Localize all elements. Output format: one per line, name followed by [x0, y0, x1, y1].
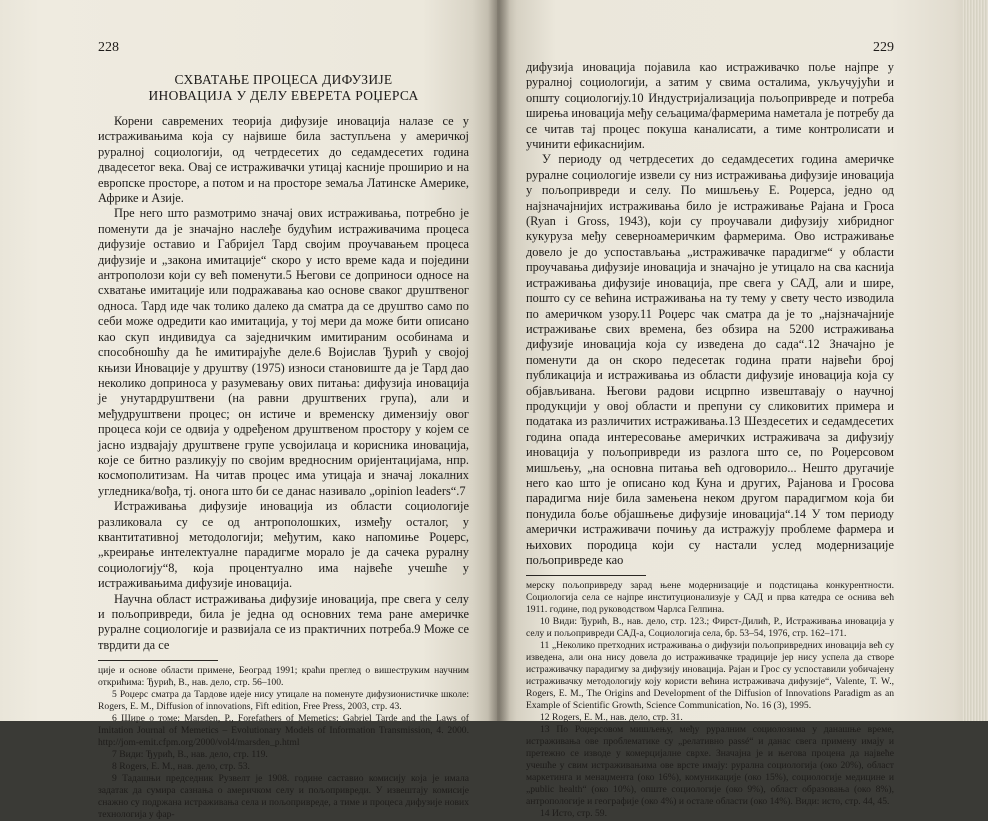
- footnote: ције и основе области примене, Београд 1991; краћи преглед о вишеструким научним открићима: Ђурић, В., нав. дело, стр. 56–100.: [98, 665, 469, 689]
- right-footnotes: [526, 580, 894, 820]
- footnote: мерску пољопривреду зарад њене модернизације и подстицања конкурентности. Социологија села се најпре институционализује у САД и прва катедра се оснива већ 1911. године, под руководством Чарлса Гелпина.: [526, 580, 894, 616]
- paragraph: Научна област истраживања дифузије иновација, пре свега у селу и пољопривреди, била је једна од основних тема ране америчке руралне социологије и развијала се из практичних потреба.9 Може се тврдити да се: [98, 591, 469, 652]
- paragraph: Истраживања дифузије иновација из области социологије разликовала су се од антрополошких, између осталог, у квантитативној методологији; међутим, како напомиње Роџерс, „креирање интелектуалне парадигме морало је да сачека руралну социологију“8, која процентуално има највеће учешће у истраживањима дифузије иновација.: [98, 499, 469, 591]
- footnote: 10 Види: Ђурић, В., нав. дело, стр. 123.; Фирст-Дилић, Р., Истраживања иновација у селу и пољопривреди САД-а, Социологија села, бр. 53–54, 1976, стр. 162–171.: [526, 616, 894, 640]
- paragraph: Корени савремених теорија дифузије иновација налазе се у истраживањима која су највише била заступљена у америчкој руралној социологији, од четрдесетих до седамдесетих година двадесетог века. Овај се истраживачки утицај касније проширио и на европске просторе, а потом и на просторе земаља Латинске Америке, Африке и Азије.: [98, 114, 469, 206]
- footnote-divider: [526, 575, 646, 576]
- right-body-text: [526, 60, 894, 568]
- footnote: 8 Rogers, E. M., нав. дело, стр. 53.: [112, 761, 250, 773]
- footnote-divider: [98, 660, 218, 661]
- left-footnotes: [98, 665, 469, 821]
- footnote: 14 Исто, стр. 59.: [540, 808, 607, 820]
- page-number-right: 229: [873, 40, 894, 55]
- chapter-title: [98, 72, 469, 104]
- right-page: [497, 0, 988, 820]
- footnote: 13 По Роџерсовом мишљењу, међу руралним социолозима у данашње време, истраживања ове проблематике су „релативно passé“ и данас свега примену имају и претежно се изводе у комерцијалне сврхе. Значајна је и његова процена да највеће учешће у свим истраживањима ове врсте имају: рурална социологија (око 20%), област маркетинга и менаџмента (око 16%), комуникације (око 15%), социологије медицине и „public health“ (око 10%), опште социологије (око 9%), област образовања (око 8%), антропологије и географије (око 4%) и остале области (око 14%). Види: исто, стр. 44, 45.: [526, 724, 894, 808]
- footnote: 6 Шире о томе: Marsden, P., Forefathers of Memetics: Gabriel Tarde and the Laws of Imitation Journal of Memetics – Evolutionary Models of Information Transmission, 4. 2000. http://jom-emit.cfpm.org/2000/vol4/marsden_p.html: [98, 713, 469, 749]
- chapter-title-line-1: СХВАТАЊЕ ПРОЦЕСА ДИФУЗИЈЕ: [174, 72, 393, 87]
- page-number-left: 228: [98, 40, 119, 55]
- page-edge-stack: [962, 0, 988, 721]
- left-body-text: [98, 114, 469, 653]
- footnote: 9 Тадашњи председник Рузвелт је 1908. године саставио комисију која је имала задатак да сумира сазнања о америчком селу и пољопривреди. У извештају комисије снажно су подржана истраживања села и пољопривреде, а тиме и процеса дифузије нових технологија у фар-: [98, 773, 469, 821]
- chapter-title-line-2: ИНОВАЦИЈА У ДЕЛУ ЕВЕРЕТА РОЏЕРСА: [148, 88, 419, 103]
- paragraph: Пре него што размотримо значај ових истраживања, потребно је поменути да је значајно наслеђе будућим истраживачима процеса дифузије оставио и Габријел Тард својим проучавањем процеса дифузије и „закона имитације“ скоро у исто време када и поједини антрополози који су већ поменути.5 Његови се доприноси односе на схватање имитације или подражавања као основе сваког друштвеног односа. Тард иде чак толико далеко да сматра да се друштво само по себи може одредити као имитација, у тој мери да може бити описано као скуп индивидуа са заједничким имитираним особинама и способношћу да ће имитирајуће деле.6 Војислав Ђурић у својој књизи Иновације у друштву (1975) износи становиште да је Тард дао неколико доприноса у разумевању ових питања: дифузија иновација је унутардруштвени (на равни друштвених група), али и међудруштвени процес; он истиче и временску димензију овог процеса који се одвија у одређеном друштвеном простору у којем се јасно издвајају друштвене групе усвојилаца и корисника иновација, које се битно разликују по својим вредносним оријентацијама, нпр. космополитизам. На читав процес има утицаја и значај локалних угледника/вођа, тј. онога што би се данас називало „opinion leaders“.7: [98, 206, 469, 498]
- footnote: 5 Роџерс сматра да Тардове идеје нису утицале на поменуте дифузионистичке школе: Rogers, E. M., Diffusion of innovations, Fift edition, Free Press, 2003, стр. 43.: [98, 689, 469, 713]
- paragraph: дифузија иновација појавила као истраживачко поље најпре у руралној социологији, а затим у свима осталима, укључујући и општу социологију.10 Индустријализација пољопривреде и потреба ширења иновација међу сељацима/фармерима наметала је потребу да се читав тај процес покуша каналисати, а тиме контролисати и учинити ефикаснијим.: [526, 60, 894, 152]
- footnote: 11 „Неколико претходних истраживања о дифузији пољопривредних иновација већ су изведена, али она нису довела до истраживачке традиције јер нису успела да створе истраживачку парадигму за дифузију иновација. Рајан и Грос су успоставили уобичајену истраживачку методологију коју користи већина истраживача дифузије“, Valente, T. W., Rogers, E. M., The Origins and Development of the Diffusion of Innovations Paradigm as an Example of Scientific Growth, Science Communication, No. 16 (3), 1995.: [526, 640, 894, 712]
- footnote: 12 Rogers, E. M., нав. дело, стр. 31.: [540, 712, 683, 724]
- footnote: 7 Види: Ђурић, В., нав. дело, стр. 119.: [112, 749, 268, 761]
- paragraph: У периоду од четрдесетих до седамдесетих година америчке руралне социологије извели су низ истраживања дифузије иновација у пољопривреди и селу. По мишљењу Е. Роџерса, једно од најзначајнијих истраживања било је истраживање Рајана и Гроса (Ryan i Gross, 1943), који су проучавали дифузију хибридног кукуруза међу северноамеричким фармерима. Ово истраживање довело је до успостављања „истраживачке парадигме“ у области проучавања дифузије иновација и значајно је утицало на сва каснија истраживања дифузије иновација, пре свега у САД, али и шире, пошто су се већина истраживања на ту тему у свету често изводила по америчком узору.11 Роџерс чак сматра да је то „најзначајније истраживање свих времена, без обзира на 5200 истраживања дифузије иновација која су изведена до сада“.12 Значајно је поменути да он скоро педесетак година прати највећи број публикација и истраживања из области дифузије иновација која су објављивана. Његови радови исцрпно извештавају о научној продукцији у овој области и препуни су сликовитих примера и података из различитих истраживања.13 Шездесетих и седамдесетих година опада интересовање америчких истраживача за дифузију иновација у пољопривреди из разлога што се, по Роџерсовом мишљењу, „на основна питања већ одговорило... Нешто другачије него као што је описано код Куна и других, Рајанова и Гросова парадигма није била замењена неком другом парадигмом која би понудила боље објашњење дифузије иновација“.14 У том периоду амерички истраживачи почињу да истражују проблеме фармера и њихових породица који су настали услед модернизације пољопривреде као: [526, 152, 894, 567]
